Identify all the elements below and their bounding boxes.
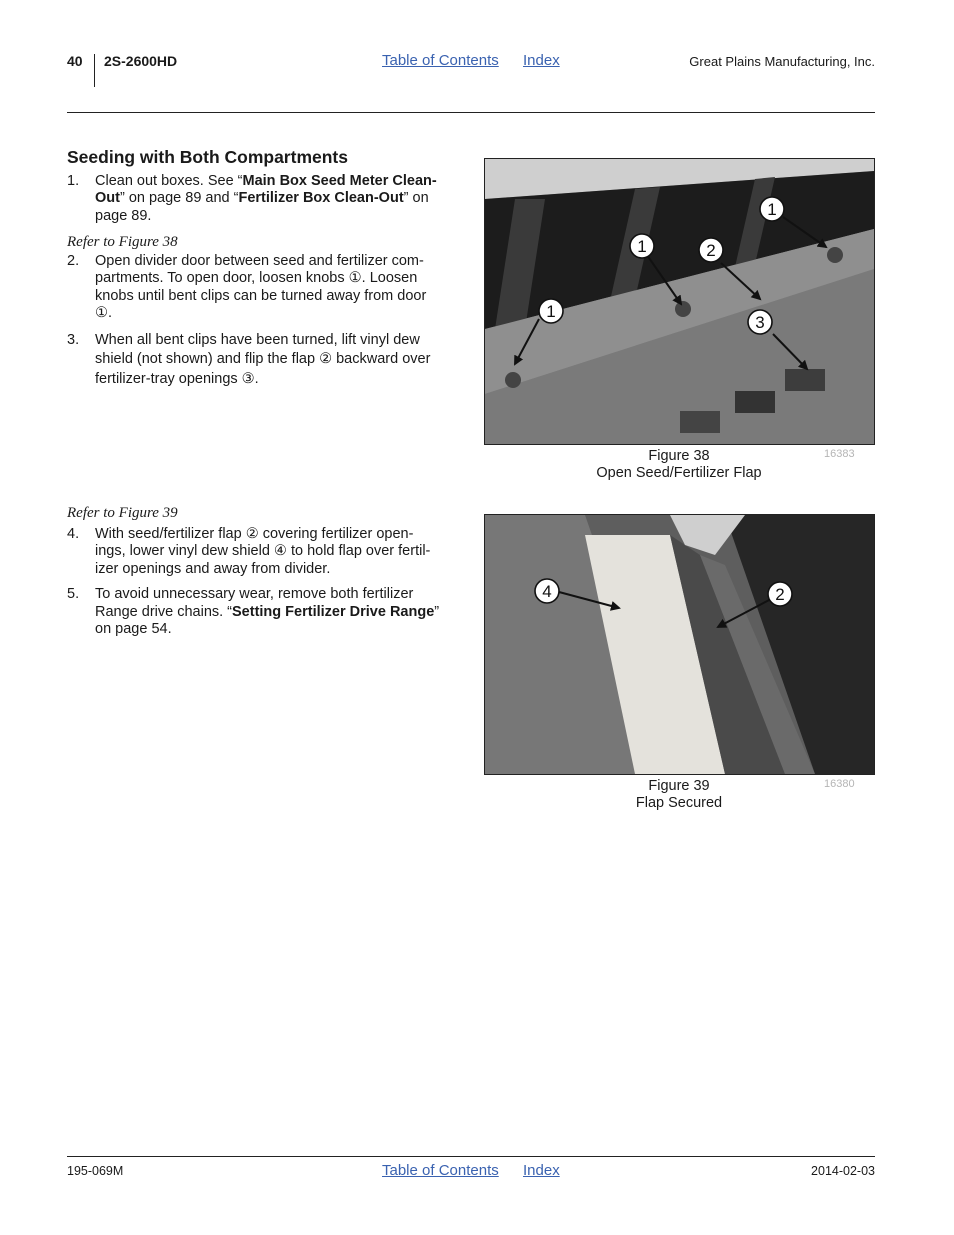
fig38-callout-knob-left: 1 [546,302,556,321]
fig38-callout-knob-middle: 1 [637,237,647,256]
footer-rule [67,1156,875,1157]
toc-link-top[interactable]: Table of Contents [382,52,499,69]
header-rule [67,112,875,113]
company-name: Great Plains Manufacturing, Inc. [689,54,875,69]
index-link-bottom[interactable]: Index [523,1162,560,1179]
figure-38-caption [484,448,874,482]
step-3: 3. When all bent clips have been turned, lift vinyl dew shield (not shown) and flip the flap ② backward over fertilizer-tray openings ③. [67,331,431,387]
fig38-callout-openings: 3 [755,313,765,332]
refer-figure-39: Refer to Figure 39 [67,505,178,521]
fig38-callout-knob-right: 1 [767,200,777,219]
toc-link-bottom[interactable]: Table of Contents [382,1162,499,1179]
section-column-bottom [67,505,459,639]
fig38-callout-flap: 2 [706,241,716,260]
steps-list-c [67,526,459,639]
step-4: 4. With seed/fertilizer flap ② covering fertilizer open- ings, lower vinyl dew shield ④ to hold flap over fertil- izer openings and away from divider. [67,525,431,577]
figure-39-photo [484,514,875,775]
figure-39-caption [484,778,874,812]
steps-list-b [67,253,459,390]
figure-38-label: Figure 38 [648,448,710,464]
figure-39-label: Figure 39 [648,778,710,794]
page-number: 40 [67,53,83,69]
model-name: 2S-2600HD [104,53,178,69]
figure-38-title: Open Seed/Fertilizer Flap [596,465,762,481]
figure-38-photo [484,158,875,445]
header-divider [94,54,95,87]
publication-date: 2014-02-03 [811,1164,875,1178]
document-number: 195-069M [67,1164,124,1178]
index-link-top[interactable]: Index [523,52,560,69]
figure-39-title: Flap Secured [635,795,723,811]
step-1: 1. Clean out boxes. See “Main Box Seed Meter Clean-Out” on page 89 and “Fertilizer Box Clean-Out” on page 89. [67,172,437,224]
figure-38-id: 16383 [824,448,855,460]
step-2: 2. Open divider door between seed and fertilizer com- partments. To open door, loosen knobs ①. Loosen knobs until bent clips can be turned away from door ①. [67,252,427,321]
steps-list-a [67,173,459,226]
step-5: 5. To avoid unnecessary wear, remove both fertilizer Range drive chains. “Setting Fertilizer Drive Range” on page 54. [67,586,440,637]
section-column-top [67,149,459,389]
fig39-callout-flap: 2 [775,585,785,604]
fig39-callout-dew-shield: 4 [542,582,552,601]
section-title: Seeding with Both Compartments [67,147,348,167]
figure-39-id: 16380 [824,778,855,790]
refer-figure-38: Refer to Figure 38 [67,234,178,250]
